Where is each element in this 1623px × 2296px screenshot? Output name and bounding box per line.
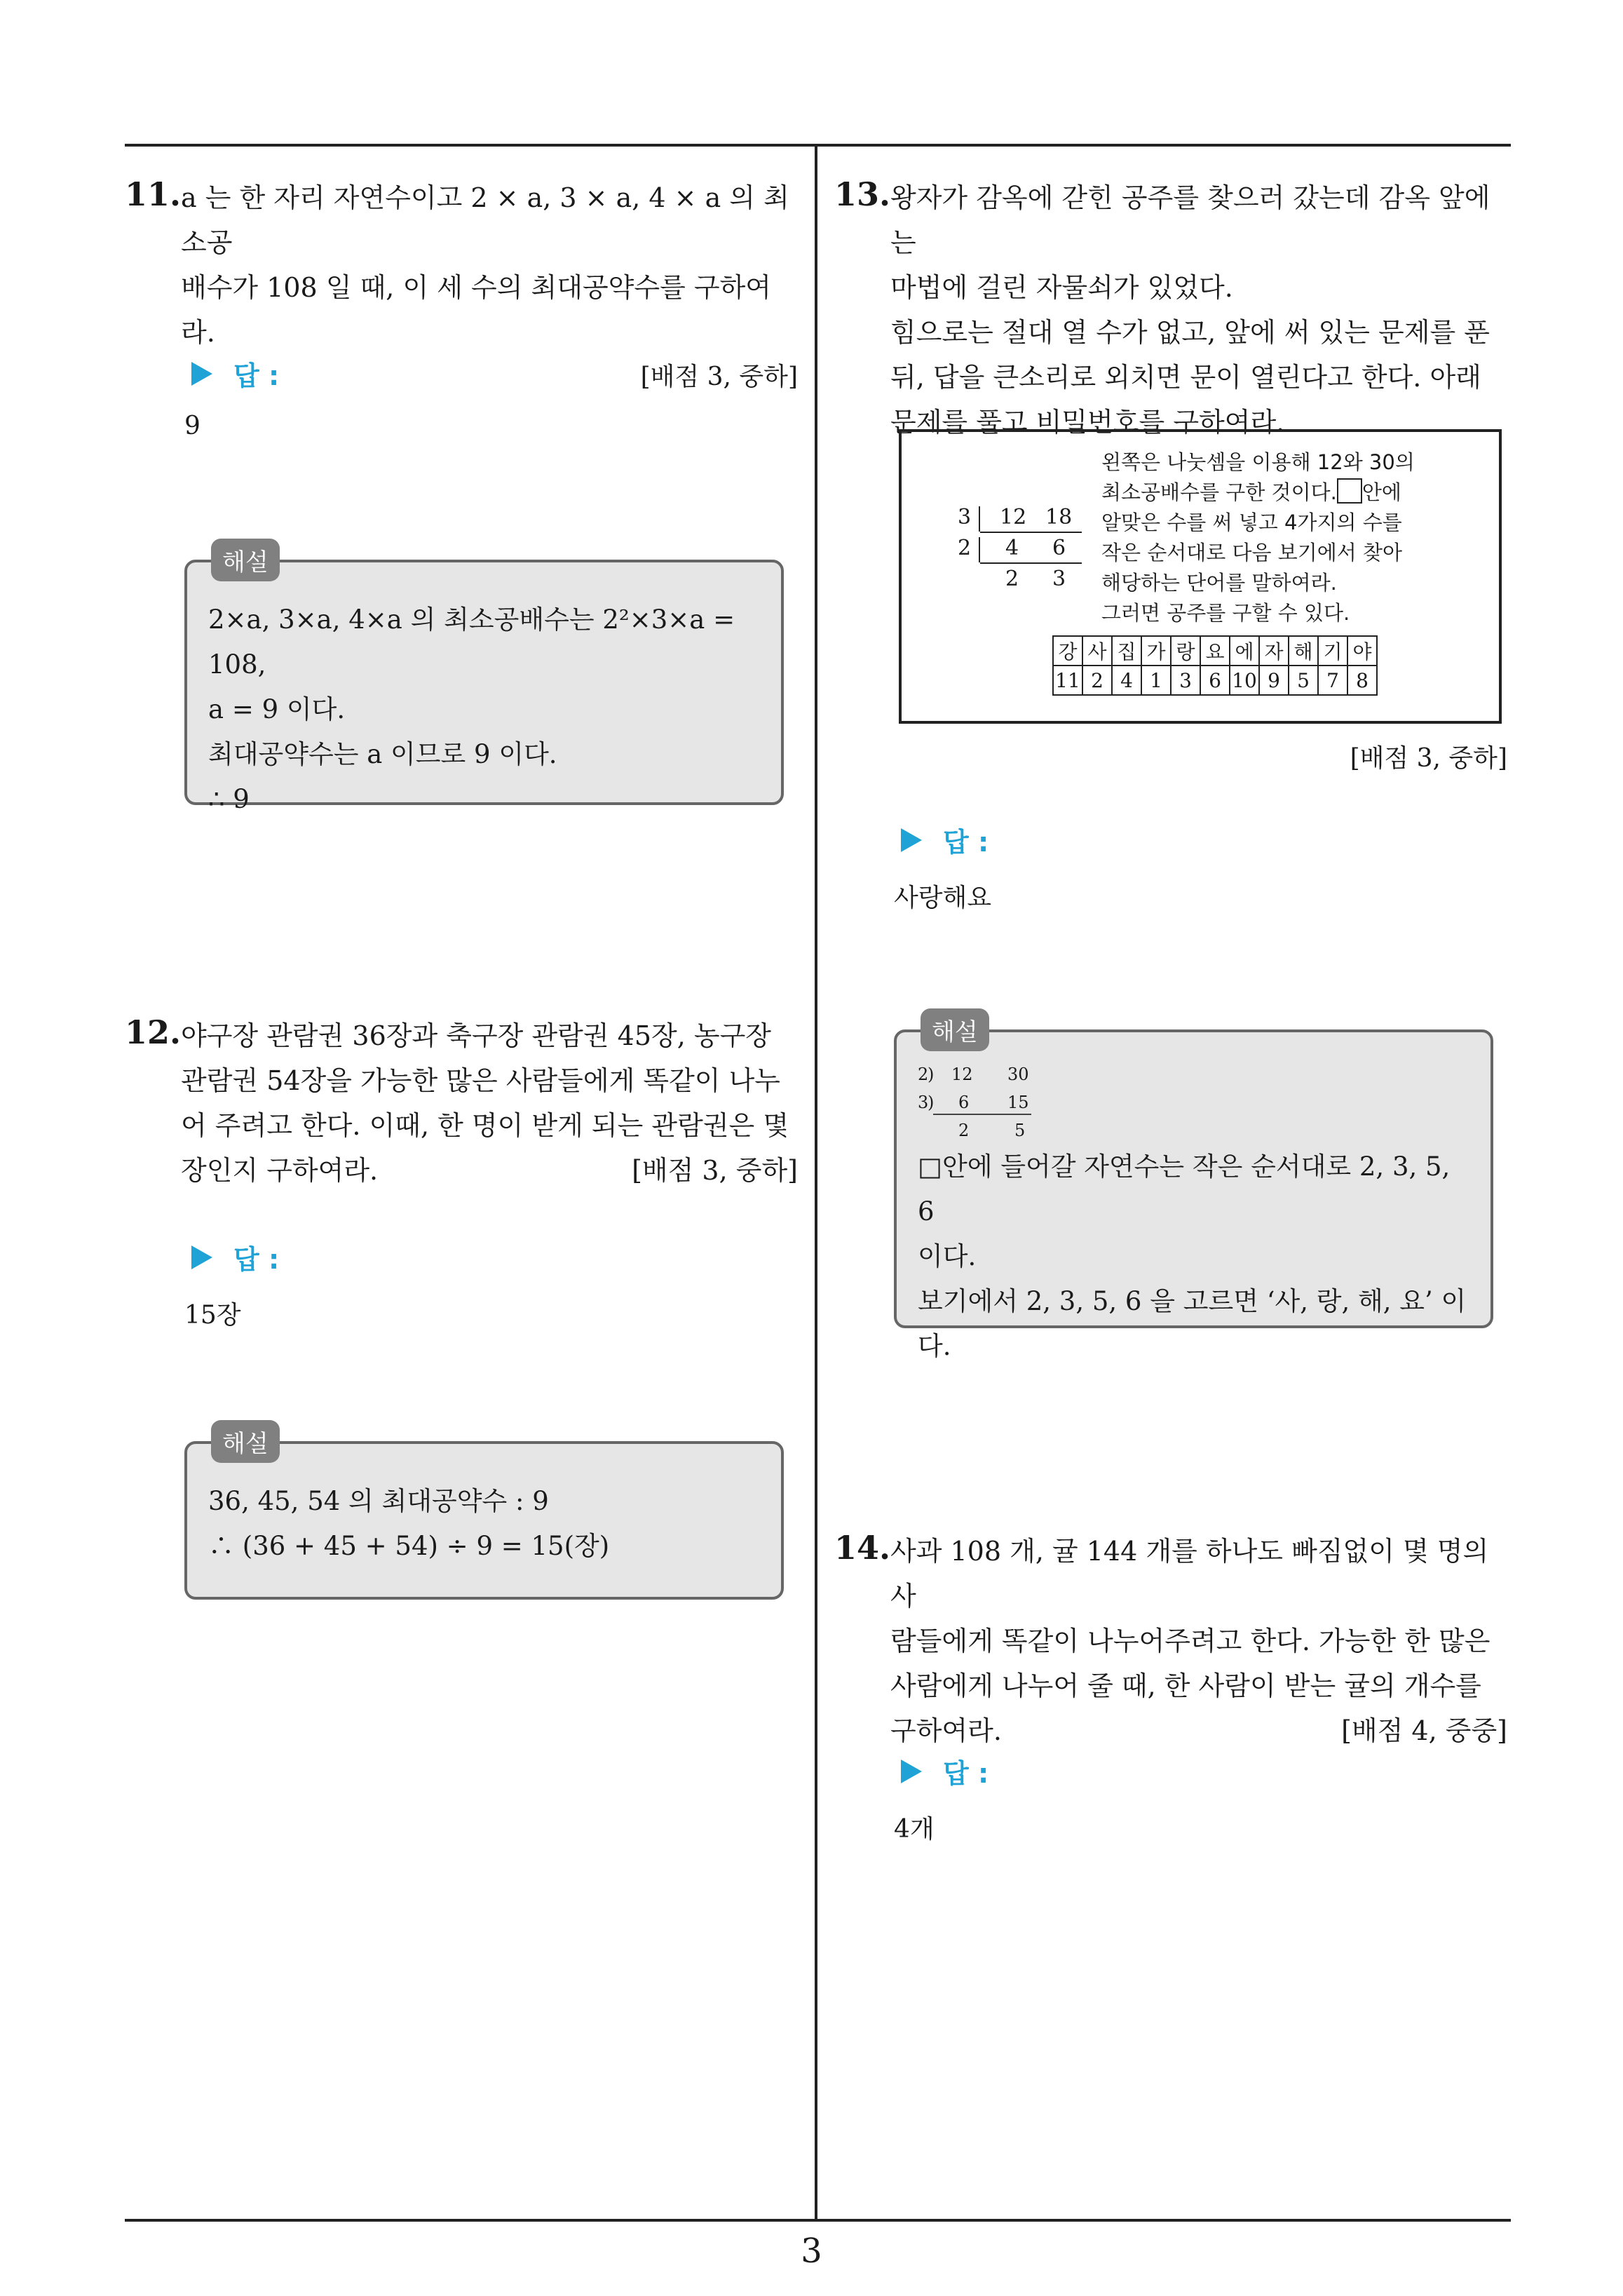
answer-label: 답 : — [943, 1758, 989, 1789]
puzzle-instructions: 왼쪽은 나눗셈을 이용해 12와 30의 최소공배수를 구한 것이다. 안에 알맞은 수를 써 넣고 4가지의 수를 작은 순서대로 다음 보기에서 찾아 해당하는 단어를 말하여라. 그러면 공주를 구할 수 있다. — [1101, 450, 1415, 625]
question-number: 14. — [834, 1529, 891, 1567]
play-arrow-icon — [901, 828, 922, 852]
code-number-cell: 4 — [1112, 666, 1141, 695]
question-line: 힘으로는 절대 열 수가 없고, 앞에 써 있는 문제를 푼 — [890, 317, 1490, 348]
explanation-tag: 해설 — [921, 1008, 989, 1051]
explanation-division-ladder: 2 ) 12 30 3 ) 6 15 2 5 — [918, 1060, 1469, 1144]
question-13 — [834, 175, 1507, 1361]
code-letter-cell: 에 — [1230, 636, 1259, 666]
question-text — [181, 1013, 798, 1193]
code-letter-cell: 기 — [1318, 636, 1347, 666]
question-line: 마법에 걸린 자물쇠가 있었다. — [890, 272, 1233, 303]
code-number-cell: 7 — [1318, 666, 1347, 695]
answer-header — [901, 821, 989, 859]
question-line: 람들에게 똑같이 나누어주려고 한다. 가능한 한 많은 — [890, 1626, 1490, 1656]
answer-block — [184, 1238, 280, 1330]
code-numbers-row — [1053, 666, 1377, 695]
explanation-line: 36, 45, 54 의 최대공약수 : 9 — [208, 1486, 549, 1516]
answer-block — [894, 821, 992, 912]
answer-block — [184, 354, 280, 440]
explanation-line: 보기에서 2, 3, 5, 6 을 고르면 ‘사, 랑, 해, 요’ 이다. — [918, 1286, 1467, 1361]
question-text — [890, 1529, 1507, 1753]
points-label: [배점 3, 중하] — [632, 1155, 798, 1186]
question-line: 왕자가 감옥에 갇힌 공주를 찾으러 갔는데 감옥 앞에는 — [890, 182, 1490, 258]
code-letter-cell: 해 — [1289, 636, 1318, 666]
points-label: [배점 4, 중중] — [1341, 1715, 1507, 1746]
question-line: 사과 108 개, 귤 144 개를 하나도 빠짐없이 몇 명의 사 — [890, 1536, 1489, 1612]
question-number: 13. — [834, 175, 891, 213]
explanation-line: □안에 들어갈 자연수는 작은 순서대로 2, 3, 5, 6 — [918, 1152, 1451, 1227]
code-letter-cell: 사 — [1082, 636, 1112, 666]
question-line: 야구장 관람권 36장과 축구장 관람권 45장, 농구장 — [181, 1020, 772, 1051]
question-text — [890, 175, 1507, 445]
answer-value: 4개 — [894, 1815, 935, 1844]
explanation-body — [208, 1479, 760, 1569]
answer-value: 9 — [184, 412, 201, 440]
explanation-line: 2×a, 3×a, 4×a 의 최소공배수는 2²×3×a = 108, — [208, 605, 735, 680]
answer-label: 답 : — [233, 1244, 280, 1275]
code-letter-cell: 요 — [1200, 636, 1230, 666]
code-letter-cell: 랑 — [1171, 636, 1200, 666]
explanation-line: 최대공약수는 a 이므로 9 이다. — [208, 739, 557, 769]
question-line: 어 주려고 한다. 이때, 한 명이 받게 되는 관람권은 몇 — [181, 1110, 789, 1141]
question-number: 12. — [125, 1013, 182, 1051]
explanation-tag: 해설 — [211, 1420, 280, 1463]
question-line: 배수가 108 일 때, 이 세 수의 최대공약수를 구하여라. — [181, 272, 771, 348]
question-11 — [125, 175, 798, 814]
play-arrow-icon — [191, 362, 212, 386]
page-number: 3 — [801, 2231, 822, 2271]
explanation-body — [918, 1144, 1469, 1369]
code-letter-cell: 강 — [1053, 636, 1082, 666]
points-label: [배점 3, 중하] — [640, 363, 798, 391]
points-label: [배점 3, 중하] — [1350, 744, 1507, 773]
play-arrow-icon — [901, 1760, 922, 1783]
explanation-tag: 해설 — [211, 539, 280, 581]
code-number-cell: 6 — [1200, 666, 1230, 695]
question-line: a 는 한 자리 자연수이고 2 × a, 3 × a, 4 × a 의 최소공 — [181, 182, 789, 258]
answer-header — [191, 354, 279, 393]
code-number-cell: 5 — [1289, 666, 1318, 695]
explanation-line: ∴ (36 + 45 + 54) ÷ 9 = 15(장) — [208, 1531, 610, 1561]
question-line: 사람에게 나누어 줄 때, 한 사람이 받는 귤의 개수를 — [890, 1670, 1481, 1701]
answer-label: 답 : — [943, 827, 989, 858]
code-letter-cell: 집 — [1112, 636, 1141, 666]
answer-value: 사랑해요 — [894, 884, 992, 912]
answer-header — [191, 1238, 279, 1276]
code-letters-row — [1053, 636, 1377, 666]
explanation-line: 이다. — [918, 1241, 977, 1271]
code-number-cell: 2 — [1082, 666, 1112, 695]
code-table — [1052, 635, 1378, 696]
question-12 — [125, 1013, 798, 1561]
explanation-box — [894, 1018, 1493, 1361]
question-14 — [834, 1529, 1507, 1844]
answer-header — [901, 1752, 989, 1790]
explanation-body — [208, 597, 760, 822]
play-arrow-icon — [191, 1245, 212, 1269]
code-number-cell: 11 — [1053, 666, 1082, 695]
top-rule — [125, 144, 1511, 147]
explanation-box — [184, 1430, 784, 1600]
code-letter-cell: 자 — [1259, 636, 1289, 666]
question-number: 11. — [125, 175, 182, 213]
explanation-box — [184, 548, 784, 814]
answer-block — [894, 1752, 989, 1844]
explanation-line: ∴ 9 — [208, 784, 250, 814]
question-line: 관람권 54장을 가능한 많은 사람들에게 똑같이 나누 — [181, 1065, 780, 1096]
code-number-cell: 10 — [1230, 666, 1259, 695]
code-letter-cell: 가 — [1141, 636, 1171, 666]
question-line: 뒤, 답을 큰소리로 외치면 문이 열린다고 한다. 아래 — [890, 362, 1481, 393]
answer-value: 15장 — [184, 1301, 241, 1330]
question-line: 문제를 풀고 비밀번호를 구하여라. — [890, 407, 1285, 438]
code-letter-cell: 야 — [1347, 636, 1377, 666]
bottom-rule — [125, 2219, 1511, 2222]
code-number-cell: 1 — [1141, 666, 1171, 695]
blank-box — [1337, 478, 1362, 504]
answer-label: 답 : — [233, 360, 280, 391]
puzzle-box: 3 12 18 2 4 6 2 3 왼쪽은 나눗셈을 이용해 12와 30의 최소공배수를 구한 것이다. 안에 알맞은 수를 써 넣고 4가지의 수를 작은 순서대로 다음 보기에서 찾아 해당하는 단어를 말하여라. 그러면 공주를 구할 수 있다. 강 사 집 가 랑 요 에 자 해 기 야 11 2 4 1 3 6 10 9 5 7 8 — [899, 429, 1502, 724]
question-line: 장인지 구하여라. [배점 3, 중하] — [181, 1148, 798, 1193]
code-number-cell: 8 — [1347, 666, 1377, 695]
question-line: 구하여라. [배점 4, 중중] — [890, 1708, 1507, 1753]
explanation-line: a = 9 이다. — [208, 694, 346, 724]
column-divider — [815, 144, 817, 2222]
code-number-cell: 9 — [1259, 666, 1289, 695]
code-number-cell: 3 — [1171, 666, 1200, 695]
